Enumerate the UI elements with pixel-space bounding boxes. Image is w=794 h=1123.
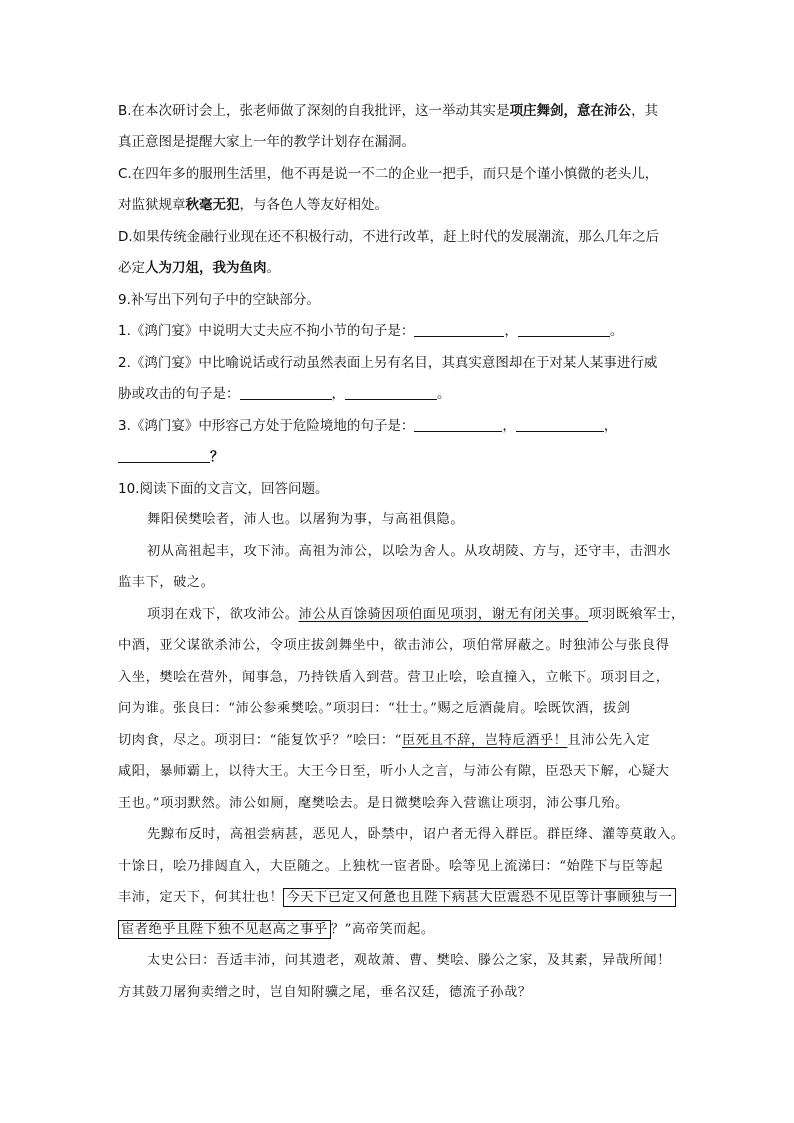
comma: ， xyxy=(504,323,518,339)
passage-para-3-line-5 xyxy=(118,731,650,751)
q9-sentence-3 xyxy=(118,416,617,436)
option-d-line-1: D.如果传统金融行业现在还不积极行动，不进行改革，赶上时代的发展潮流，那么几年之后 xyxy=(118,229,660,245)
comma: ， xyxy=(502,418,516,434)
q9-s3-prompt: 3.《鸿门宴》中形容己方处于危险境地的句子是： xyxy=(118,418,415,434)
comma: ， xyxy=(331,386,345,402)
underlined-sentence-1: 沛公从百馀骑因项伯面见项羽，谢无有闭关事。 xyxy=(298,607,589,622)
option-b-idiom: 项庄舞剑，意在沛公 xyxy=(509,103,632,119)
passage-para-4-line-2: 十馀日，哙乃排闼直入，大臣随之。上独枕一宦者卧。哙等见上流涕曰：“始陛下与臣等起 xyxy=(118,859,664,874)
boxed-sentence-part-1: 今天下已定又何惫也且陛下病甚大臣震恐不见臣等计事顾独与一 xyxy=(283,888,675,907)
passage-para-1: 舞阳侯樊哙者，沛人也。以屠狗为事，与高祖俱隐。 xyxy=(147,512,465,527)
option-c-idiom: 秋毫无犯 xyxy=(185,197,240,213)
fill-blank-2a[interactable] xyxy=(240,385,332,400)
q10-title: 10.阅读下面的文言文，回答问题。 xyxy=(118,481,329,497)
para-3-text: 项羽在戏下，欲攻沛公。 xyxy=(147,607,299,622)
q9-sentence-2-line-2 xyxy=(118,384,451,404)
para-4-text-end: ？”高帝笑而起。 xyxy=(330,922,435,937)
q9-sentence-2-line-1: 2.《鸿门宴》中比喻说话或行动虽然表面上另有名目，其真实意图却在于对某人某事进行威 xyxy=(118,355,658,371)
passage-para-5-line-1: 太史公曰：吾适丰沛，问其遗老，观故萧、曹、樊哙、滕公之家，及其素，异哉所闻！ xyxy=(147,953,671,968)
option-b-line-2: 真正意图是提醒大家上一年的教学计划存在漏洞。 xyxy=(118,134,415,150)
option-b-line-1 xyxy=(118,101,658,121)
boxed-sentence-part-2: 宦者绝乎且陛下独不见赵高之事乎 xyxy=(118,920,331,939)
option-d-text-end: 。 xyxy=(266,260,280,276)
passage-para-5-line-2: 方其鼓刀屠狗卖缯之时，岂自知附骥之尾，垂名汉廷，德流子孙哉？ xyxy=(118,985,532,1000)
question-mark: ？ xyxy=(210,449,224,465)
option-c-line-1: C.在四年多的服刑生活里，他不再是说一不二的企业一把手，而只是个谨小慎微的老头儿， xyxy=(118,166,659,182)
passage-para-3-line-3: 入坐，樊哙在营外，闻事急，乃持铁盾入到营。营卫止哙，哙直撞入，立帐下。项羽目之， xyxy=(118,670,670,685)
q9-sentence-1 xyxy=(118,321,623,341)
fill-blank-2b[interactable] xyxy=(345,385,437,400)
passage-para-4-line-3 xyxy=(118,888,676,908)
option-c-line-2 xyxy=(118,195,388,215)
q9-s1-prompt: 1.《鸿门宴》中说明大丈夫应不拘小节的句子是： xyxy=(118,323,415,339)
para-4-text: 丰沛，定天下，何其壮也！ xyxy=(118,890,284,905)
option-c-text-end: ，与各色人等友好相处。 xyxy=(239,197,388,213)
passage-para-2-line-2: 监丰下，破之。 xyxy=(118,575,215,590)
option-d-text: 必定 xyxy=(118,260,145,276)
underlined-sentence-2: 臣死且不辞，岂特卮酒乎！ xyxy=(402,733,568,748)
q9-s2-prompt: 胁或攻击的句子是： xyxy=(118,386,240,402)
option-b-text: B.在本次研讨会上，张老师做了深刻的自我批评，这一举动其实是 xyxy=(118,103,510,119)
q9-title: 9.补写出下列句子中的空缺部分。 xyxy=(118,292,320,308)
passage-para-4-line-1: 先黥布反时，高祖尝病甚，恶见人，卧禁中，诏户者无得入群臣。群臣绛、灌等莫敢入。 xyxy=(147,827,685,842)
fill-blank-1b[interactable] xyxy=(518,322,610,337)
option-c-text: 对监狱规章 xyxy=(118,197,186,213)
para-3-text: 切肉食，尽之。项羽曰：“能复饮乎？”哙曰：“ xyxy=(118,733,402,748)
period: 。 xyxy=(609,323,624,339)
comma: ， xyxy=(603,418,618,434)
fill-blank-3c[interactable] xyxy=(118,448,210,463)
passage-para-3-line-6: 咸阳，暴师霸上，以待大王。大王今日至，听小人之言，与沛公有隙，臣恐天下解，心疑大 xyxy=(118,764,670,779)
fill-blank-1a[interactable] xyxy=(414,322,504,337)
fill-blank-3b[interactable] xyxy=(516,417,604,432)
passage-para-2-line-1: 初从高祖起丰，攻下沛。高祖为沛公，以哙为舍人。从攻胡陵、方与，还守丰，击泗水 xyxy=(147,544,671,559)
passage-para-4-line-4 xyxy=(118,920,435,940)
passage-para-3-line-1 xyxy=(147,605,685,625)
para-3-text-end: 项羽既飨军士， xyxy=(588,607,685,622)
option-d-idiom: 人为刀俎，我为鱼肉 xyxy=(145,260,267,276)
para-3-text-end: 且沛公先入定 xyxy=(567,733,651,748)
period: 。 xyxy=(437,386,451,402)
q9-sentence-3-cont xyxy=(118,447,224,467)
passage-para-3-line-2: 中酒，亚父谋欲杀沛公，令项庄拔剑舞坐中，欲击沛公，项伯常屏蔽之。时独沛公与张良得 xyxy=(118,638,670,653)
option-d-line-2 xyxy=(118,258,280,278)
option-b-text-end: ，其 xyxy=(631,103,659,119)
passage-para-3-line-4: 问为谁。张良曰：“沛公参乘樊哙。”项羽曰：“壮士。”赐之卮酒彘肩。哙既饮酒，拔剑 xyxy=(118,701,631,716)
fill-blank-3a[interactable] xyxy=(414,417,502,432)
passage-para-3-line-7: 王也。”项羽默然。沛公如厕，麾樊哙去。是日微樊哙奔入营谯让项羽，沛公事几殆。 xyxy=(118,796,629,811)
